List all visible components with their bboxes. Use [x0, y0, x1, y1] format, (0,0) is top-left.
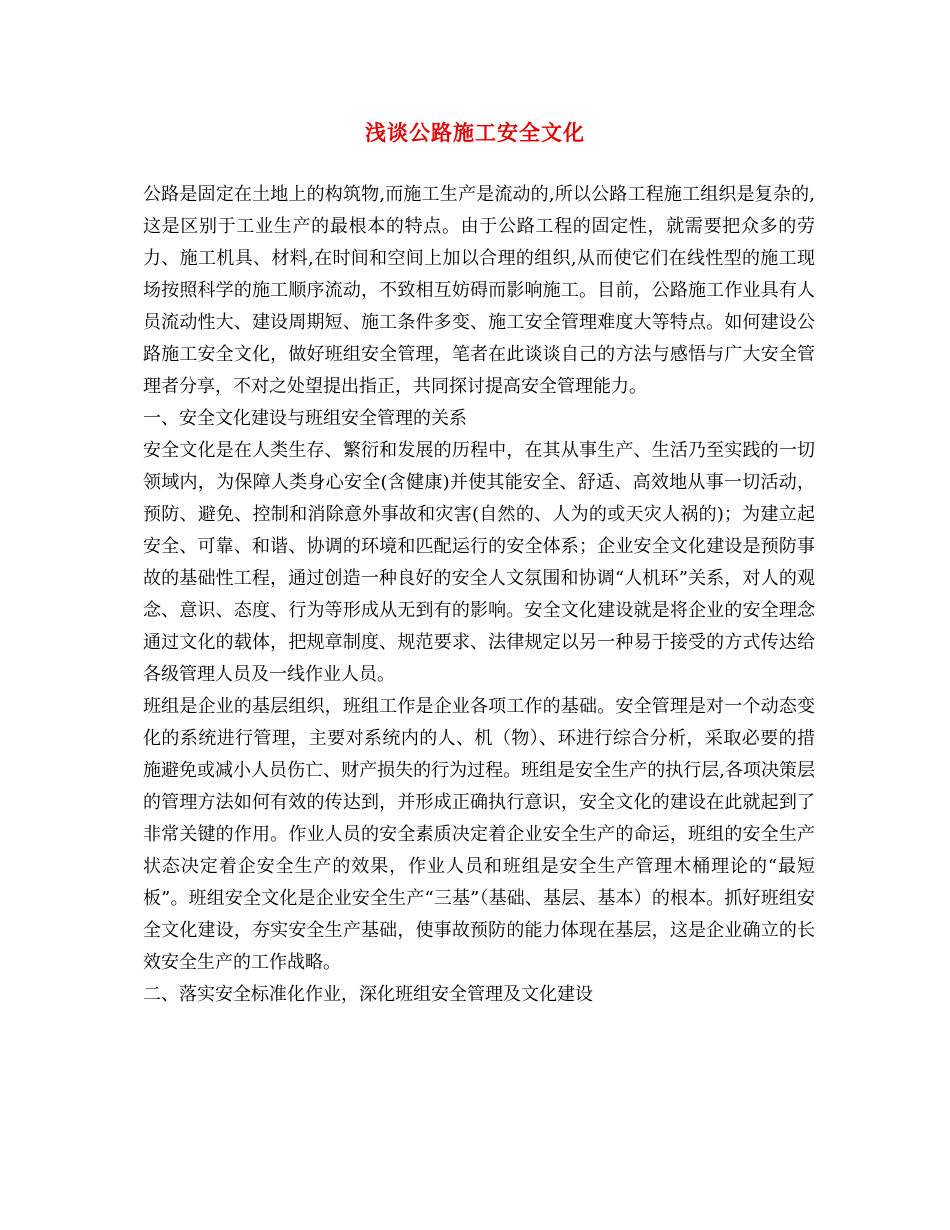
section-heading-1: 一、安全文化建设与班组安全管理的关系: [143, 408, 467, 429]
safety-culture-paragraph: 安全文化是在人类生存、繁衍和发展的历程中，在其从事生产、生活乃至实践的一切领域内，为保障人类身心安全(含健康)并使其能安全、舒适、高效地从事一切活动，预防、避免、控制和消除意外事故和灾害(自然的、人为的或天灾人祸的)；为建立起安全、可靠、和谐、协调的环境和匹配运行的安全体系；企业安全文化建设是预防事故的基础性工程，通过创造一种良好的安全人文氛围和协调“人机环”关系，对人的观念、意识、态度、行为等形成从无到有的影响。安全文化建设就是将企业的安全理念通过文化的载体，把规章制度、规范要求、法律规定以另一种易于接受的方式传达给各级管理人员及一线作业人员。: [143, 440, 815, 685]
intro-paragraph: 公路是固定在土地上的构筑物,而施工生产是流动的,所以公路工程施工组织是复杂的,这是区别于工业生产的最根本的特点。由于公路工程的固定性，就需要把众多的劳力、施工机具、材料,在时间和空间上加以合理的组织,从而使它们在线性型的施工现场按照科学的施工顺序流动，不致相互妨碍而影响施工。目前，公路施工作业具有人员流动性大、建设周期短、施工条件多变、施工安全管理难度大等特点。如何建设公路施工安全文化，做好班组安全管理，笔者在此谈谈自己的方法与感悟与广大安全管理者分享，不对之处望提出指正，共同探讨提高安全管理能力。: [143, 184, 815, 397]
section-heading-2: 二、落实安全标准化作业，深化班组安全管理及文化建设: [143, 984, 593, 1005]
team-management-paragraph: 班组是企业的基层组织，班组工作是企业各项工作的基础。安全管理是对一个动态变化的系统进行管理，主要对系统内的人、机（物）、环进行综合分析，采取必要的措施避免或减小人员伤亡、财产损失的行为过程。班组是安全生产的执行层,各项决策层的管理方法如何有效的传达到，并形成正确执行意识，安全文化的建设在此就起到了非常关键的作用。作业人员的安全素质决定着企业安全生产的命运，班组的安全生产状态决定着企安全生产的效果，作业人员和班组是安全生产管理木桶理论的“最短板”。班组安全文化是企业安全生产“三基”（基础、基层、基本）的根本。抓好班组安全文化建设，夯实安全生产基础，使事故预防的能力体现在基层，这是企业确立的长效安全生产的工作战略。: [143, 696, 815, 973]
document-body: [143, 179, 815, 1011]
document-title: 浅谈公路施工安全文化: [365, 120, 585, 145]
